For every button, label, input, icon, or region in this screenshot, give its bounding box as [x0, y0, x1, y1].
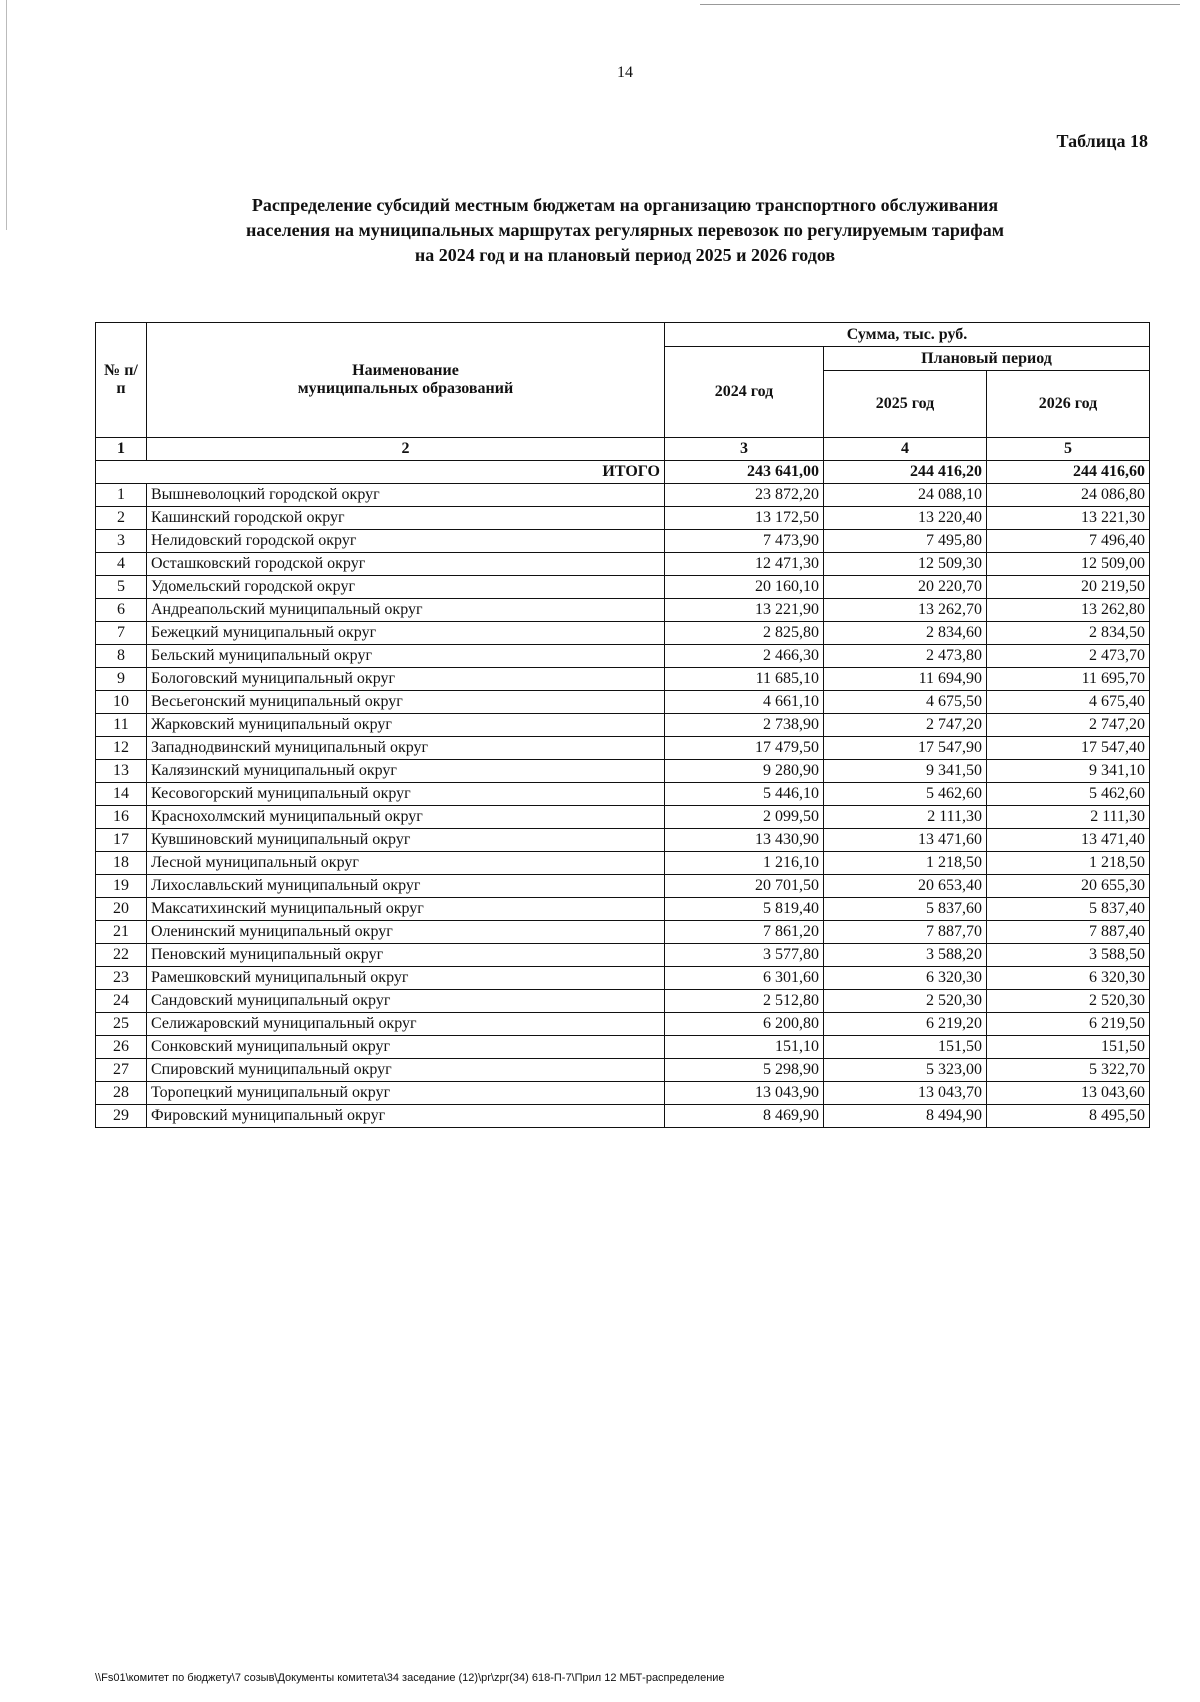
value-2025: 17 547,90: [824, 737, 987, 760]
column-number: 4: [824, 438, 987, 461]
value-2025: 9 341,50: [824, 760, 987, 783]
municipality-name: Удомельский городской округ: [147, 576, 665, 599]
value-2025: 5 462,60: [824, 783, 987, 806]
municipality-name: Фировский муниципальный округ: [147, 1105, 665, 1128]
table-row: [96, 1036, 1150, 1059]
value-2025: 7 887,70: [824, 921, 987, 944]
municipality-name: Нелидовский городской округ: [147, 530, 665, 553]
value-2025: 4 675,50: [824, 691, 987, 714]
row-number: 10: [96, 691, 147, 714]
table-row: [96, 1013, 1150, 1036]
value-2026: 8 495,50: [987, 1105, 1150, 1128]
table-row: [96, 829, 1150, 852]
row-number: 17: [96, 829, 147, 852]
value-2024: 12 471,30: [665, 553, 824, 576]
value-2025: 2 747,20: [824, 714, 987, 737]
total-row: [96, 461, 1150, 484]
table-row: [96, 875, 1150, 898]
municipality-name: Бельский муниципальный округ: [147, 645, 665, 668]
value-2026: 7 496,40: [987, 530, 1150, 553]
scan-margin-mark: [6, 0, 7, 230]
total-2026: 244 416,60: [987, 461, 1150, 484]
column-number: 2: [147, 438, 665, 461]
value-2025: 13 220,40: [824, 507, 987, 530]
total-2024: 243 641,00: [665, 461, 824, 484]
table-row: [96, 484, 1150, 507]
value-2025: 6 219,20: [824, 1013, 987, 1036]
row-number: 27: [96, 1059, 147, 1082]
table-row: [96, 783, 1150, 806]
value-2026: 13 043,60: [987, 1082, 1150, 1105]
row-number: 5: [96, 576, 147, 599]
table-row: [96, 622, 1150, 645]
value-2024: 6 200,80: [665, 1013, 824, 1036]
value-2026: 2 520,30: [987, 990, 1150, 1013]
value-2026: 24 086,80: [987, 484, 1150, 507]
municipality-name: Кашинский городской округ: [147, 507, 665, 530]
subsidy-distribution-table: [95, 322, 1150, 1128]
table-row: [96, 507, 1150, 530]
table-row: [96, 530, 1150, 553]
table-row: [96, 944, 1150, 967]
value-2025: 151,50: [824, 1036, 987, 1059]
value-2024: 7 473,90: [665, 530, 824, 553]
municipality-name: Рамешковский муниципальный округ: [147, 967, 665, 990]
value-2025: 6 320,30: [824, 967, 987, 990]
municipality-name: Весьегонский муниципальный округ: [147, 691, 665, 714]
municipality-name: Андреапольский муниципальный округ: [147, 599, 665, 622]
value-2024: 2 466,30: [665, 645, 824, 668]
row-number: 8: [96, 645, 147, 668]
value-2025: 2 111,30: [824, 806, 987, 829]
municipality-name: Селижаровский муниципальный округ: [147, 1013, 665, 1036]
value-2026: 9 341,10: [987, 760, 1150, 783]
municipality-name: Краснохолмский муниципальный округ: [147, 806, 665, 829]
value-2025: 12 509,30: [824, 553, 987, 576]
value-2025: 13 471,60: [824, 829, 987, 852]
municipality-name: Жарковский муниципальный округ: [147, 714, 665, 737]
value-2026: 7 887,40: [987, 921, 1150, 944]
value-2026: 4 675,40: [987, 691, 1150, 714]
value-2024: 9 280,90: [665, 760, 824, 783]
row-number: 20: [96, 898, 147, 921]
row-number: 14: [96, 783, 147, 806]
value-2024: 20 160,10: [665, 576, 824, 599]
value-2024: 23 872,20: [665, 484, 824, 507]
value-2024: 13 221,90: [665, 599, 824, 622]
column-number-row: [96, 438, 1150, 461]
title-line: населения на муниципальных маршрутах регулярных перевозок по регулируемым тарифам: [246, 220, 1004, 240]
value-2025: 13 043,70: [824, 1082, 987, 1105]
value-2026: 6 219,50: [987, 1013, 1150, 1036]
value-2024: 11 685,10: [665, 668, 824, 691]
value-2025: 24 088,10: [824, 484, 987, 507]
row-number: 13: [96, 760, 147, 783]
value-2024: 2 738,90: [665, 714, 824, 737]
row-number: 2: [96, 507, 147, 530]
municipality-name: Западнодвинский муниципальный округ: [147, 737, 665, 760]
table-row: [96, 737, 1150, 760]
table-row: [96, 967, 1150, 990]
row-number: 4: [96, 553, 147, 576]
header-planned-period: Плановый период: [824, 347, 1150, 371]
value-2025: 7 495,80: [824, 530, 987, 553]
row-number: 16: [96, 806, 147, 829]
value-2026: 2 834,50: [987, 622, 1150, 645]
table-row: [96, 921, 1150, 944]
row-number: 9: [96, 668, 147, 691]
municipality-name: Осташковский городской округ: [147, 553, 665, 576]
value-2025: 1 218,50: [824, 852, 987, 875]
value-2024: 13 172,50: [665, 507, 824, 530]
value-2025: 11 694,90: [824, 668, 987, 691]
row-number: 26: [96, 1036, 147, 1059]
value-2026: 5 837,40: [987, 898, 1150, 921]
value-2025: 20 653,40: [824, 875, 987, 898]
table-body: [96, 484, 1150, 1128]
value-2024: 13 430,90: [665, 829, 824, 852]
table-row: [96, 1105, 1150, 1128]
row-number: 24: [96, 990, 147, 1013]
file-path-footer: \\Fs01\комитет по бюджету\7 созыв\Документы комитета\34 заседание (12)\pr\zpr(34) 618-П-7\Прил 12 МБТ-распределение: [95, 1672, 725, 1684]
column-number: 5: [987, 438, 1150, 461]
table-row: [96, 760, 1150, 783]
municipality-name: Кувшиновский муниципальный округ: [147, 829, 665, 852]
municipality-name: Максатихинский муниципальный округ: [147, 898, 665, 921]
value-2026: 12 509,00: [987, 553, 1150, 576]
value-2024: 2 825,80: [665, 622, 824, 645]
value-2026: 13 471,40: [987, 829, 1150, 852]
value-2025: 20 220,70: [824, 576, 987, 599]
total-2025: 244 416,20: [824, 461, 987, 484]
value-2026: 5 462,60: [987, 783, 1150, 806]
table-row: [96, 576, 1150, 599]
total-label: ИТОГО: [96, 461, 665, 484]
title-line: на 2024 год и на плановый период 2025 и 2026 годов: [414, 245, 836, 265]
value-2026: 13 221,30: [987, 507, 1150, 530]
table-meta-rows: [96, 438, 1150, 484]
value-2025: 13 262,70: [824, 599, 987, 622]
header-number: № п/п: [96, 323, 147, 438]
column-number: 3: [665, 438, 824, 461]
header-sum: Сумма, тыс. руб.: [665, 323, 1150, 347]
municipality-name: Вышневолоцкий городской округ: [147, 484, 665, 507]
table-row: [96, 898, 1150, 921]
value-2025: 5 323,00: [824, 1059, 987, 1082]
value-2024: 5 819,40: [665, 898, 824, 921]
value-2024: 6 301,60: [665, 967, 824, 990]
municipality-name: Сандовский муниципальный округ: [147, 990, 665, 1013]
row-number: 28: [96, 1082, 147, 1105]
value-2026: 2 747,20: [987, 714, 1150, 737]
table-row: [96, 599, 1150, 622]
value-2026: 5 322,70: [987, 1059, 1150, 1082]
table-row: [96, 806, 1150, 829]
scan-top-rule: [700, 4, 1180, 5]
value-2024: 20 701,50: [665, 875, 824, 898]
row-number: 29: [96, 1105, 147, 1128]
value-2024: 3 577,80: [665, 944, 824, 967]
municipality-name: Лесной муниципальный округ: [147, 852, 665, 875]
row-number: 6: [96, 599, 147, 622]
value-2024: 8 469,90: [665, 1105, 824, 1128]
value-2024: 151,10: [665, 1036, 824, 1059]
value-2025: 2 834,60: [824, 622, 987, 645]
table-header: [96, 323, 1150, 438]
table-row: [96, 645, 1150, 668]
table-row: [96, 714, 1150, 737]
row-number: 19: [96, 875, 147, 898]
municipality-name: Спировский муниципальный округ: [147, 1059, 665, 1082]
row-number: 1: [96, 484, 147, 507]
municipality-name: Бологовский муниципальный округ: [147, 668, 665, 691]
value-2025: 2 473,80: [824, 645, 987, 668]
row-number: 3: [96, 530, 147, 553]
table-row: [96, 691, 1150, 714]
value-2025: 2 520,30: [824, 990, 987, 1013]
header-name-line1: Наименование: [352, 362, 459, 379]
value-2026: 151,50: [987, 1036, 1150, 1059]
table-row: [96, 1082, 1150, 1105]
value-2025: 3 588,20: [824, 944, 987, 967]
row-number: 7: [96, 622, 147, 645]
value-2024: 2 099,50: [665, 806, 824, 829]
table-row: [96, 852, 1150, 875]
value-2025: 5 837,60: [824, 898, 987, 921]
value-2024: 13 043,90: [665, 1082, 824, 1105]
header-municipality-name: [147, 323, 665, 438]
table-label: Таблица 18: [1056, 131, 1148, 151]
municipality-name: Бежецкий муниципальный округ: [147, 622, 665, 645]
table-row: [96, 668, 1150, 691]
table-row: [96, 553, 1150, 576]
row-number: 21: [96, 921, 147, 944]
value-2024: 5 446,10: [665, 783, 824, 806]
value-2024: 7 861,20: [665, 921, 824, 944]
municipality-name: Оленинский муниципальный округ: [147, 921, 665, 944]
row-number: 12: [96, 737, 147, 760]
municipality-name: Лихославльский муниципальный округ: [147, 875, 665, 898]
value-2024: 4 661,10: [665, 691, 824, 714]
value-2026: 1 218,50: [987, 852, 1150, 875]
municipality-name: Кесовогорский муниципальный округ: [147, 783, 665, 806]
value-2024: 5 298,90: [665, 1059, 824, 1082]
value-2026: 17 547,40: [987, 737, 1150, 760]
municipality-name: Калязинский муниципальный округ: [147, 760, 665, 783]
row-number: 23: [96, 967, 147, 990]
value-2026: 13 262,80: [987, 599, 1150, 622]
header-2025: 2025 год: [824, 371, 987, 438]
value-2026: 20 219,50: [987, 576, 1150, 599]
value-2024: 17 479,50: [665, 737, 824, 760]
municipality-name: Пеновский муниципальный округ: [147, 944, 665, 967]
value-2024: 1 216,10: [665, 852, 824, 875]
value-2026: 20 655,30: [987, 875, 1150, 898]
municipality-name: Сонковский муниципальный округ: [147, 1036, 665, 1059]
value-2026: 3 588,50: [987, 944, 1150, 967]
row-number: 25: [96, 1013, 147, 1036]
document-title: [150, 193, 1100, 268]
header-name-line2: муниципальных образований: [297, 380, 514, 397]
header-2024: 2024 год: [665, 347, 824, 438]
row-number: 18: [96, 852, 147, 875]
value-2024: 2 512,80: [665, 990, 824, 1013]
title-line: Распределение субсидий местным бюджетам на организацию транспортного обслуживания: [251, 195, 999, 215]
row-number: 22: [96, 944, 147, 967]
row-number: 11: [96, 714, 147, 737]
value-2025: 8 494,90: [824, 1105, 987, 1128]
value-2026: 2 473,70: [987, 645, 1150, 668]
value-2026: 6 320,30: [987, 967, 1150, 990]
municipality-name: Торопецкий муниципальный округ: [147, 1082, 665, 1105]
column-number: 1: [96, 438, 147, 461]
table-row: [96, 990, 1150, 1013]
header-2026: 2026 год: [987, 371, 1150, 438]
table-row: [96, 1059, 1150, 1082]
value-2026: 11 695,70: [987, 668, 1150, 691]
value-2026: 2 111,30: [987, 806, 1150, 829]
page-number: 14: [617, 64, 633, 81]
